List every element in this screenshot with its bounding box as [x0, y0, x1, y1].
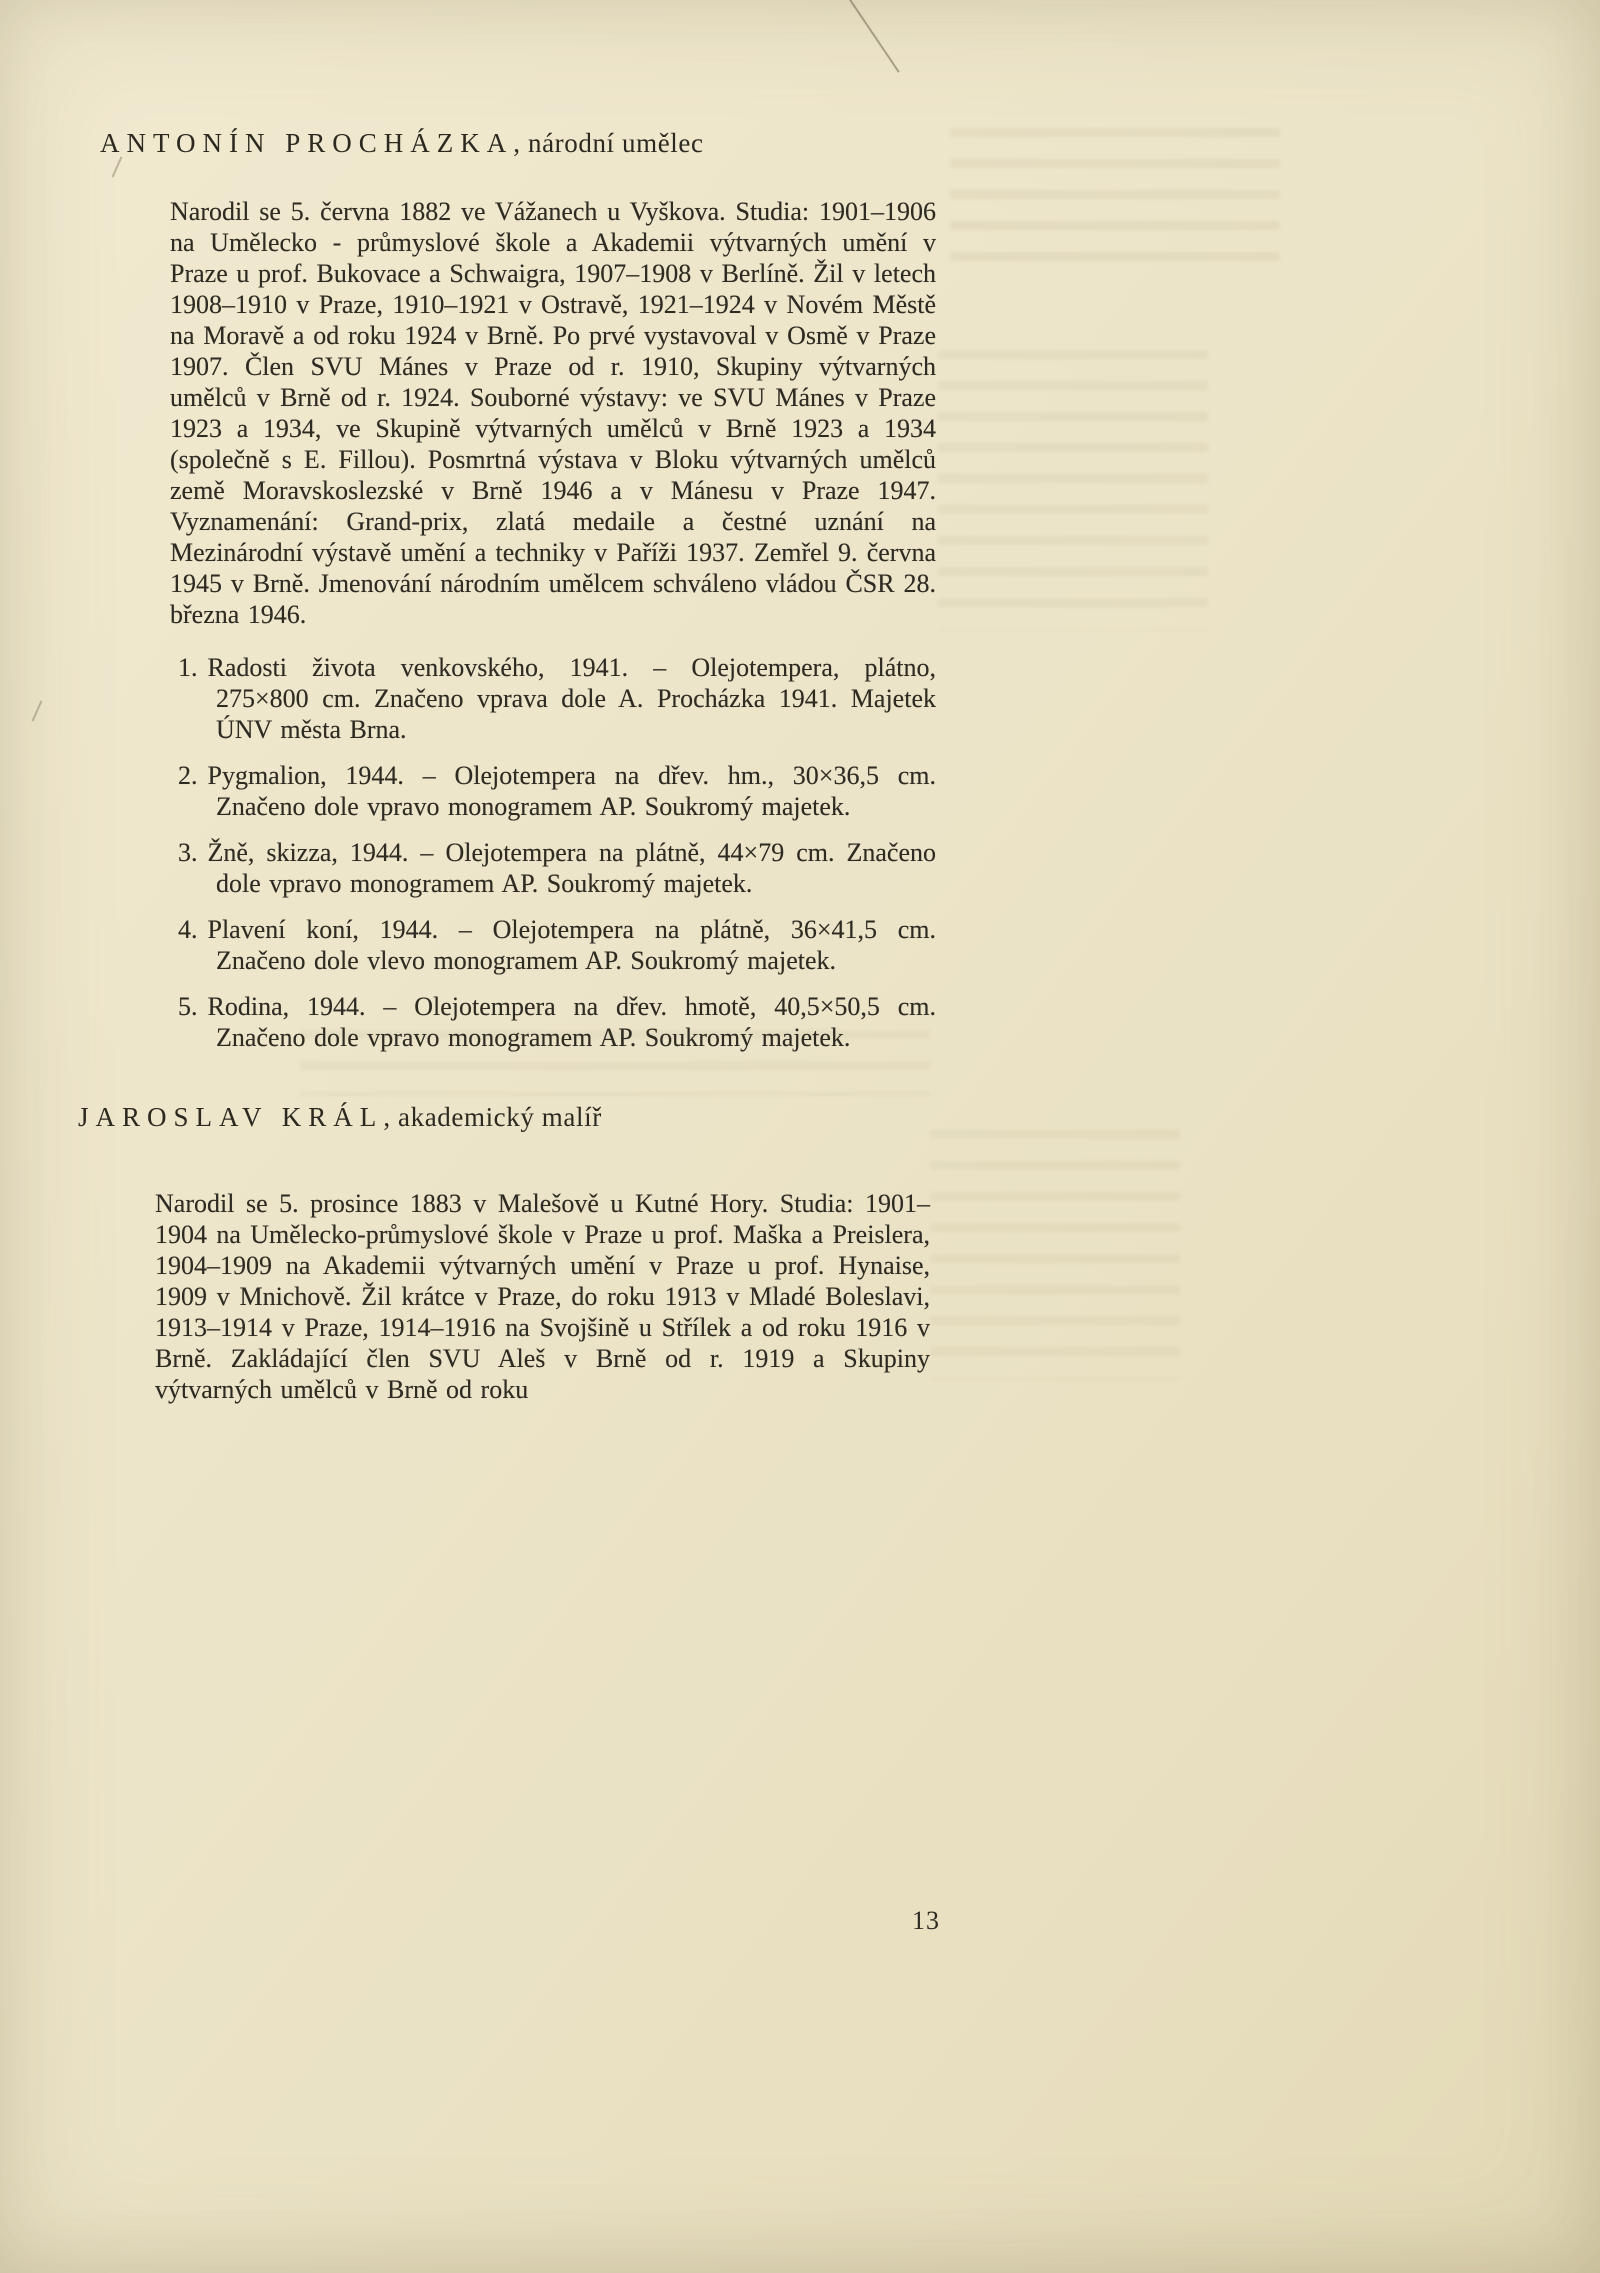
work-description: Rodina, 1944. – Olejotempera na dřev. hmotě, 40,5×50,5 cm. Značeno dole vpravo monogramem AP. Soukromý majetek.	[207, 992, 936, 1052]
entry-heading-kral	[78, 1100, 958, 1134]
work-description: Radosti života venkovského, 1941. – Olejotempera, plátno, 275×800 cm. Značeno vprava dole A. Procházka 1941. Majetek ÚNV města Brna.	[207, 653, 936, 744]
work-item	[178, 652, 936, 745]
artist-name: ANTONÍN PROCHÁZKA	[100, 128, 514, 158]
work-item	[178, 914, 936, 976]
work-item	[178, 760, 936, 822]
work-number: 5.	[178, 992, 198, 1021]
show-through-text	[938, 350, 1208, 630]
show-through-text	[930, 1130, 1180, 1380]
page-fold-mark	[844, 0, 899, 73]
work-number: 1.	[178, 653, 198, 682]
entry-kral	[78, 1100, 958, 1405]
biography-paragraph-kral: Narodil se 5. prosince 1883 v Malešově u Kutné Hory. Studia: 1901–1904 na Umělecko-průmyslové škole v Praze u prof. Maška a Preislera, 1904–1909 na Akademii výtvarných umění v Praze u prof. Hynaise, 1909 v Mnichově. Žil krátce v Praze, do roku 1913 v Mladé Boleslavi, 1913–1914 v Praze, 1914–1916 na Svojšině u Střílek a od roku 1916 v Brně. Zakládající člen SVU Aleš v Brně od r. 1919 a Skupiny výtvarných umělců v Brně od roku	[155, 1189, 930, 1404]
work-number: 3.	[178, 838, 198, 867]
artist-honorific: , národní umělec	[513, 128, 704, 158]
entry-heading-prochazka	[100, 126, 950, 160]
entry-prochazka	[100, 126, 950, 1068]
artist-name: JAROSLAV KRÁL	[78, 1102, 384, 1132]
page-number: 13	[912, 1906, 940, 1935]
show-through-text	[950, 128, 1280, 268]
work-item	[178, 991, 936, 1053]
biography-paragraph-prochazka: Narodil se 5. června 1882 ve Vážanech u Vyškova. Studia: 1901–1906 na Umělecko - průmyslové škole a Akademii výtvarných umění v Praze u prof. Bukovace a Schwaigra, 1907–1908 v Berlíně. Žil v letech 1908–1910 v Praze, 1910–1921 v Ostravě, 1921–1924 v Novém Městě na Moravě a od roku 1924 v Brně. Po prvé vystavoval v Osmě v Praze 1907. Člen SVU Mánes v Praze od r. 1910, Skupiny výtvarných umělců v Brně od r. 1924. Souborné výstavy: ve SVU Mánes v Praze 1923 a 1934, ve Skupině výtvarných umělců v Brně 1923 a 1934 (společně s E. Fillou). Posmrtná výstava v Bloku výtvarných umělců země Moravskoslezské v Brně 1946 a v Mánesu v Praze 1947. Vyznamenání: Grand-prix, zlatá medaile a čestné uznání na Mezinárodní výstavě umění a techniky v Paříži 1937. Zemřel 9. června 1945 v Brně. Jmenování národním umělcem schváleno vládou ČSR 28. března 1946.	[170, 197, 936, 629]
work-number: 4.	[178, 915, 198, 944]
stray-mark	[32, 701, 43, 722]
artist-honorific: , akademický malíř	[383, 1102, 602, 1132]
work-item	[178, 837, 936, 899]
work-description: Plavení koní, 1944. – Olejotempera na plátně, 36×41,5 cm. Značeno dole vlevo monogramem AP. Soukromý majetek.	[207, 915, 936, 975]
work-description: Pygmalion, 1944. – Olejotempera na dřev. hm., 30×36,5 cm. Značeno dole vpravo monogramem AP. Soukromý majetek.	[207, 761, 936, 821]
works-list	[178, 652, 936, 1053]
work-number: 2.	[178, 761, 198, 790]
work-description: Žně, skizza, 1944. – Olejotempera na plátně, 44×79 cm. Značeno dole vpravo monogramem AP. Soukromý majetek.	[207, 838, 936, 898]
